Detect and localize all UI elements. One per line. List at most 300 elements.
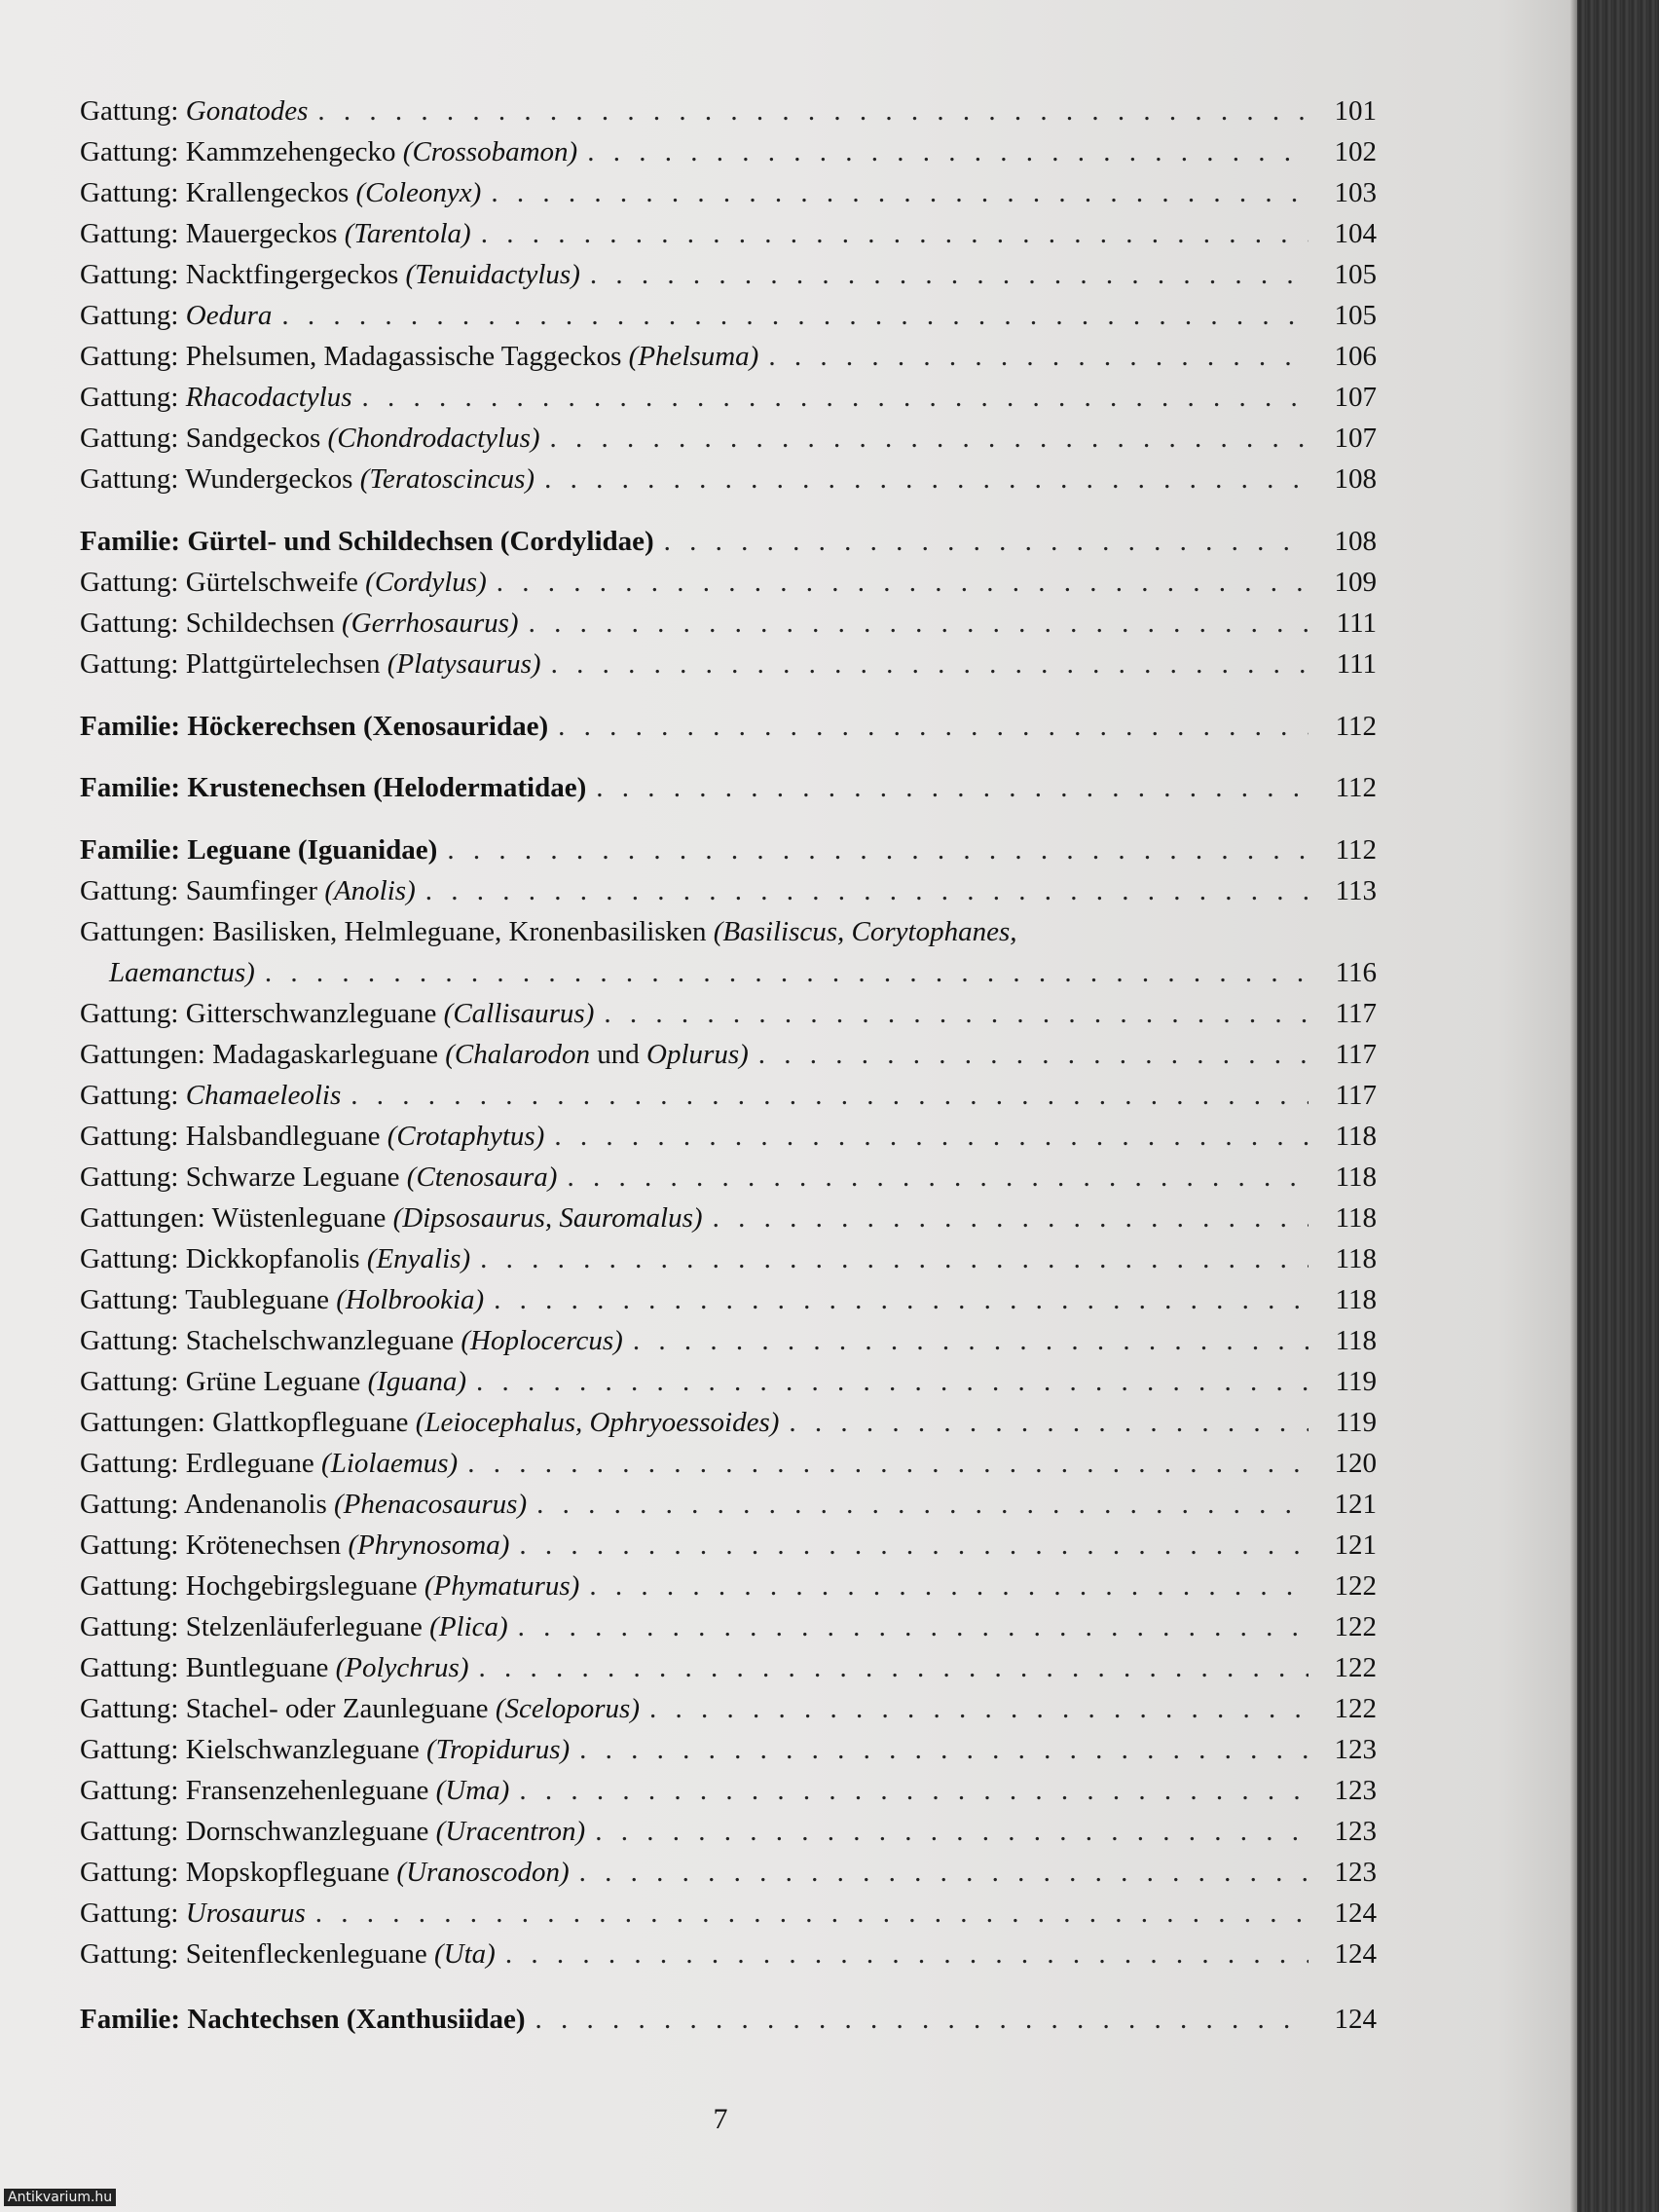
entry-common-name: Seitenfleckenleguane bbox=[185, 1938, 434, 1970]
entry-prefix: Gattung: bbox=[80, 1857, 186, 1888]
entry-latin-name: (Coleonyx) bbox=[355, 177, 482, 208]
dot-leader bbox=[587, 136, 1309, 168]
entry-latin-name: (Plica) bbox=[429, 1611, 508, 1642]
dot-leader bbox=[544, 463, 1309, 496]
entry-common-name: Stachel- oder Zaunleguane bbox=[185, 1693, 496, 1724]
entry-prefix: Familie: Krustenechsen (Helodermatidae) bbox=[80, 772, 587, 803]
entry-prefix: Gattungen: bbox=[80, 1039, 213, 1070]
dot-leader bbox=[518, 1611, 1309, 1643]
entry-page-number: 105 bbox=[1334, 259, 1377, 290]
entry-latin-name: (Gerrhosaurus) bbox=[342, 608, 519, 639]
entry-prefix: Familie: Gürtel- und Schildechsen (Cordylidae) bbox=[80, 526, 654, 557]
entry-common-name: Gitterschwanzleguane bbox=[185, 998, 444, 1029]
entry-common-name: Nacktfingergeckos bbox=[185, 259, 406, 290]
dot-leader bbox=[664, 526, 1309, 558]
entry-label bbox=[80, 834, 437, 866]
toc-entry-genus[interactable] bbox=[80, 1407, 1377, 1448]
toc-entry-genus[interactable] bbox=[80, 463, 1377, 504]
entry-latin-name: (Anolis) bbox=[324, 875, 416, 906]
dot-leader bbox=[425, 875, 1309, 907]
entry-page-number: 117 bbox=[1335, 998, 1377, 1029]
entry-page-number: 111 bbox=[1336, 608, 1377, 639]
entry-label bbox=[80, 1938, 496, 1971]
entry-page-number: 123 bbox=[1334, 1775, 1377, 1806]
entry-page-number: 122 bbox=[1334, 1611, 1377, 1642]
dot-leader bbox=[350, 1080, 1309, 1112]
entry-page-number: 118 bbox=[1335, 1243, 1377, 1274]
dot-leader bbox=[579, 1857, 1309, 1889]
entry-label bbox=[80, 1693, 640, 1725]
entry-label bbox=[109, 957, 255, 989]
book-spine bbox=[1577, 0, 1659, 2212]
toc-entry-family[interactable] bbox=[80, 772, 1377, 813]
dot-leader bbox=[505, 1938, 1309, 1971]
page-number: 7 bbox=[713, 2103, 728, 2135]
entry-page-number: 118 bbox=[1335, 1121, 1377, 1152]
entry-latin-name: (Ctenosaura) bbox=[406, 1161, 558, 1193]
toc-entry-genus[interactable] bbox=[80, 1652, 1377, 1693]
entry-prefix: Gattung: bbox=[80, 1448, 186, 1479]
entry-page-number: 111 bbox=[1336, 648, 1377, 680]
dot-leader bbox=[361, 382, 1309, 414]
dot-leader bbox=[494, 1284, 1309, 1316]
entry-common-name: Dornschwanzleguane bbox=[185, 1816, 436, 1847]
entry-common-name: Schildechsen bbox=[185, 608, 343, 639]
entry-prefix: Familie: Nachtechsen (Xanthusiidae) bbox=[80, 2004, 526, 2035]
entry-label bbox=[80, 1284, 484, 1316]
dot-leader bbox=[447, 834, 1309, 866]
entry-label bbox=[80, 648, 541, 681]
entry-prefix: Gattung: bbox=[80, 608, 186, 639]
entry-page-number: 104 bbox=[1334, 218, 1377, 249]
toc-entry-genus[interactable] bbox=[80, 341, 1377, 382]
entry-page-number: 122 bbox=[1334, 1693, 1377, 1724]
entry-common-name: Phelsumen, Madagassische Taggeckos bbox=[185, 341, 629, 372]
toc-entry-wrapped-first-line bbox=[80, 916, 1017, 948]
entry-latin-name: (Tropidurus) bbox=[425, 1734, 571, 1765]
dot-leader bbox=[789, 1407, 1309, 1439]
entry-label bbox=[80, 1898, 306, 1930]
entry-label bbox=[80, 998, 594, 1030]
entry-common-name: Kielschwanzleguane bbox=[185, 1734, 426, 1765]
toc-entry-genus[interactable] bbox=[80, 1693, 1377, 1734]
entry-prefix: Gattungen: bbox=[80, 1202, 212, 1234]
toc-entry-family[interactable] bbox=[80, 834, 1377, 875]
entry-page-number: 121 bbox=[1334, 1489, 1377, 1520]
toc-entry-genus[interactable] bbox=[80, 608, 1377, 648]
entry-common-name: Basilisken, Helmleguane, Kronenbasilisken bbox=[212, 916, 714, 947]
entry-label bbox=[80, 1734, 570, 1766]
entry-page-number: 103 bbox=[1334, 177, 1377, 208]
entry-page-number: 120 bbox=[1334, 1448, 1377, 1479]
entry-page-number: 116 bbox=[1335, 957, 1377, 988]
entry-label bbox=[80, 1530, 509, 1562]
entry-prefix: Gattung: bbox=[80, 1325, 186, 1356]
entry-label bbox=[80, 1202, 703, 1235]
entry-latin-name: (Crotaphytus) bbox=[387, 1121, 545, 1152]
entry-common-name: Wüstenleguane bbox=[211, 1202, 393, 1234]
entry-prefix: Gattung: bbox=[80, 1161, 186, 1193]
entry-label bbox=[80, 1775, 509, 1807]
entry-latin-name: (Phymaturus) bbox=[424, 1570, 580, 1602]
entry-latin-name: Oedura bbox=[185, 300, 273, 331]
entry-prefix: Gattung: bbox=[80, 1611, 186, 1642]
entry-common-name: Wundergeckos bbox=[185, 463, 360, 495]
entry-common-name: Dickkopfanolis bbox=[185, 1243, 367, 1274]
dot-leader bbox=[535, 2004, 1309, 2036]
entry-prefix: Gattung: bbox=[80, 1489, 185, 1520]
entry-common-name: Stachelschwanzleguane bbox=[185, 1325, 461, 1356]
dot-leader bbox=[554, 1121, 1309, 1153]
entry-label bbox=[80, 2004, 526, 2036]
entry-label bbox=[80, 1080, 341, 1112]
entry-prefix: Gattungen: bbox=[80, 916, 213, 947]
entry-prefix: Familie: Leguane (Iguanidae) bbox=[80, 834, 438, 866]
entry-label bbox=[80, 1652, 468, 1684]
entry-latin-name: (Hoplocercus) bbox=[461, 1325, 623, 1356]
entry-page-number: 102 bbox=[1334, 136, 1377, 167]
entry-page-number: 105 bbox=[1334, 300, 1377, 331]
entry-common-name: Hochgebirgsleguane bbox=[185, 1570, 424, 1602]
entry-page-number: 123 bbox=[1334, 1857, 1377, 1888]
toc-entry-genus[interactable] bbox=[80, 1080, 1377, 1121]
entry-page-number: 118 bbox=[1335, 1202, 1377, 1234]
entry-page-number: 122 bbox=[1334, 1570, 1377, 1602]
entry-label bbox=[80, 567, 487, 599]
dot-leader bbox=[633, 1325, 1309, 1357]
entry-common-name: Saumfinger bbox=[185, 875, 325, 906]
entry-page-number: 107 bbox=[1334, 382, 1377, 413]
entry-label bbox=[80, 136, 577, 168]
entry-common-name: Gürtelschweife bbox=[185, 567, 366, 598]
entry-latin-name: (Phenacosaurus) bbox=[333, 1489, 528, 1520]
dot-leader bbox=[604, 998, 1309, 1030]
entry-common-name: Taubleguane bbox=[185, 1284, 337, 1315]
entry-prefix: Gattung: bbox=[80, 463, 186, 495]
dot-leader bbox=[649, 1693, 1309, 1725]
entry-latin-name: (Iguana) bbox=[367, 1366, 467, 1397]
entry-page-number: 118 bbox=[1335, 1161, 1377, 1193]
entry-page-number: 119 bbox=[1335, 1407, 1377, 1438]
toc-entry-genus[interactable] bbox=[80, 1734, 1377, 1775]
entry-latin-name: Chamaeleolis bbox=[185, 1080, 342, 1111]
toc-entry-genus[interactable] bbox=[80, 1775, 1377, 1816]
toc-entry-family[interactable] bbox=[80, 526, 1377, 567]
entry-label bbox=[80, 1161, 557, 1194]
entry-page-number: 109 bbox=[1334, 567, 1377, 598]
entry-latin-name: Rhacodactylus bbox=[185, 382, 352, 413]
entry-prefix: Gattung: bbox=[80, 218, 186, 249]
entry-label bbox=[80, 463, 535, 496]
entry-prefix: Gattung: bbox=[80, 1898, 186, 1929]
entry-common-name: Plattgürtelechsen bbox=[185, 648, 387, 680]
entry-label bbox=[80, 1366, 466, 1398]
toc-entry-genus[interactable] bbox=[80, 1448, 1377, 1489]
dot-leader bbox=[558, 711, 1309, 743]
toc-entry-genus[interactable] bbox=[80, 875, 1377, 916]
entry-label bbox=[80, 526, 654, 558]
entry-latin-name: (Uracentron) bbox=[435, 1816, 586, 1847]
entry-prefix: Familie: Höckerechsen (Xenosauridae) bbox=[80, 711, 549, 742]
toc-entry-genus[interactable] bbox=[80, 1366, 1377, 1407]
toc-entry-genus[interactable] bbox=[80, 1898, 1377, 1938]
entry-label bbox=[80, 95, 308, 128]
entry-label bbox=[80, 608, 519, 640]
entry-label bbox=[80, 382, 351, 414]
entry-latin-name: (Uma) bbox=[435, 1775, 510, 1806]
entry-prefix: Gattung: bbox=[80, 300, 186, 331]
toc-entry-family[interactable] bbox=[80, 2004, 1377, 2045]
entry-latin-name: (Polychrus) bbox=[335, 1652, 469, 1683]
entry-label bbox=[80, 1611, 508, 1643]
dot-leader bbox=[481, 218, 1309, 250]
entry-page-number: 112 bbox=[1335, 711, 1377, 742]
dot-leader bbox=[315, 1898, 1309, 1930]
entry-common-name: Andenanolis bbox=[184, 1489, 334, 1520]
dot-leader bbox=[497, 567, 1309, 599]
entry-label bbox=[80, 772, 586, 804]
dot-leader bbox=[476, 1366, 1309, 1398]
dot-leader bbox=[550, 423, 1309, 455]
entry-common-name: Stelzenläuferleguane bbox=[185, 1611, 430, 1642]
dot-leader bbox=[595, 1816, 1309, 1848]
entry-label bbox=[80, 1570, 579, 1603]
entry-prefix: Gattung: bbox=[80, 1734, 186, 1765]
toc-entry-genus[interactable] bbox=[80, 1489, 1377, 1530]
dot-leader bbox=[596, 772, 1309, 804]
entry-common-name: Fransenzehenleguane bbox=[185, 1775, 436, 1806]
entry-page-number: 108 bbox=[1334, 526, 1377, 557]
watermark-logo: Antikvarium.hu bbox=[4, 2189, 116, 2206]
entry-label bbox=[80, 1448, 458, 1480]
entry-common-name: Mopskopfleguane bbox=[185, 1857, 397, 1888]
toc-entry-genus[interactable] bbox=[80, 177, 1377, 218]
toc-entry-genus[interactable] bbox=[80, 998, 1377, 1039]
dot-leader bbox=[491, 177, 1309, 209]
toc-entry-genus[interactable] bbox=[80, 1530, 1377, 1570]
toc-entry-genus[interactable] bbox=[80, 567, 1377, 608]
dot-leader bbox=[467, 1448, 1309, 1480]
entry-latin-name: (Uranoscodon) bbox=[396, 1857, 570, 1888]
entry-page-number: 107 bbox=[1334, 423, 1377, 454]
toc-entry-genus[interactable] bbox=[80, 1243, 1377, 1284]
entry-common-name: Glattkopfleguane bbox=[212, 1407, 416, 1438]
entry-latin-name: Gonatodes bbox=[185, 95, 309, 127]
entry-label bbox=[80, 1816, 585, 1848]
toc-entry-genus[interactable] bbox=[80, 1938, 1377, 1979]
dot-leader bbox=[551, 648, 1309, 681]
toc-entry-genus[interactable] bbox=[80, 95, 1377, 136]
entry-page-number: 122 bbox=[1334, 1652, 1377, 1683]
dot-leader bbox=[529, 608, 1309, 640]
entry-latin-name: (Sceloporus) bbox=[495, 1693, 640, 1724]
dot-leader bbox=[579, 1734, 1309, 1766]
entry-page-number: 124 bbox=[1334, 1938, 1377, 1970]
entry-latin-name-2: Oplurus) bbox=[646, 1039, 749, 1070]
entry-label bbox=[80, 1039, 749, 1071]
entry-common-name: Krallengeckos bbox=[185, 177, 356, 208]
dot-leader bbox=[567, 1161, 1309, 1194]
dot-leader bbox=[317, 95, 1309, 128]
entry-latin-name: (Tarentola) bbox=[344, 218, 471, 249]
toc-entry-genus[interactable] bbox=[80, 1202, 1377, 1243]
entry-latin-name: (Chondrodactylus) bbox=[327, 423, 540, 454]
dot-leader bbox=[478, 1652, 1309, 1684]
entry-connector: und bbox=[590, 1039, 647, 1070]
toc-entry-family[interactable] bbox=[80, 711, 1377, 752]
entry-prefix: Gattung: bbox=[80, 1938, 186, 1970]
toc-entry-genus[interactable] bbox=[80, 259, 1377, 300]
dot-leader bbox=[758, 1039, 1309, 1071]
toc-entry-genus[interactable] bbox=[80, 1570, 1377, 1611]
entry-latin-name: (Phelsuma) bbox=[628, 341, 759, 372]
entry-common-name: Halsbandleguane bbox=[185, 1121, 387, 1152]
toc-entry-genus[interactable] bbox=[80, 136, 1377, 177]
entry-prefix: Gattung: bbox=[80, 382, 186, 413]
dot-leader bbox=[480, 1243, 1309, 1275]
entry-prefix: Gattung: bbox=[80, 1121, 186, 1152]
toc-entry-genus[interactable] bbox=[80, 1039, 1377, 1080]
entry-prefix: Gattung: bbox=[80, 95, 186, 127]
entry-label bbox=[80, 711, 548, 743]
dot-leader bbox=[713, 1202, 1309, 1235]
entry-latin-name: (Uta) bbox=[434, 1938, 496, 1970]
entry-common-name: Kammzehengecko bbox=[185, 136, 403, 167]
toc-entry-genus[interactable] bbox=[80, 1857, 1377, 1898]
entry-latin-name: (Holbrookia) bbox=[336, 1284, 485, 1315]
dot-leader bbox=[589, 1570, 1309, 1603]
entry-page-number: 118 bbox=[1335, 1284, 1377, 1315]
entry-prefix: Gattung: bbox=[80, 875, 186, 906]
entry-common-name: Schwarze Leguane bbox=[185, 1161, 407, 1193]
entry-common-name: Erdleguane bbox=[185, 1448, 322, 1479]
toc-entry-genus[interactable] bbox=[80, 382, 1377, 423]
entry-page-number: 106 bbox=[1334, 341, 1377, 372]
entry-label bbox=[80, 1121, 544, 1153]
entry-page-number: 108 bbox=[1334, 463, 1377, 495]
entry-latin-name: (Chalarodon bbox=[445, 1039, 591, 1070]
entry-page-number: 124 bbox=[1334, 2004, 1377, 2035]
toc-entry-genus[interactable] bbox=[80, 1161, 1377, 1202]
entry-label bbox=[80, 875, 416, 907]
entry-label bbox=[80, 1857, 570, 1889]
entry-prefix: Gattung: bbox=[80, 567, 186, 598]
entry-page-number: 119 bbox=[1335, 1366, 1377, 1397]
entry-page-number: 117 bbox=[1335, 1039, 1377, 1070]
entry-latin-name: (Platysaurus) bbox=[387, 648, 541, 680]
entry-page-number: 123 bbox=[1334, 1734, 1377, 1765]
entry-page-number: 121 bbox=[1334, 1530, 1377, 1561]
entry-prefix: Gattung: bbox=[80, 259, 186, 290]
entry-prefix: Gattung: bbox=[80, 1775, 186, 1806]
entry-page-number: 117 bbox=[1335, 1080, 1377, 1111]
dot-leader bbox=[519, 1530, 1309, 1562]
entry-label bbox=[80, 259, 580, 291]
entry-page-number: 118 bbox=[1335, 1325, 1377, 1356]
toc-entry-genus[interactable] bbox=[80, 218, 1377, 259]
entry-label bbox=[80, 1489, 527, 1521]
entry-latin-name: Urosaurus bbox=[185, 1898, 306, 1929]
entry-label bbox=[80, 1325, 623, 1357]
entry-latin-name: (Phrynosoma) bbox=[348, 1530, 510, 1561]
entry-prefix: Gattung: bbox=[80, 1530, 186, 1561]
entry-prefix: Gattung: bbox=[80, 1080, 186, 1111]
entry-label bbox=[80, 423, 540, 455]
toc-entry-genus[interactable] bbox=[80, 423, 1377, 463]
entry-latin-name: (Liolaemus) bbox=[321, 1448, 459, 1479]
entry-latin-name: (Leiocephalus, Ophryoessoides) bbox=[415, 1407, 780, 1438]
entry-label bbox=[80, 218, 471, 250]
entry-prefix: Gattung: bbox=[80, 177, 186, 208]
entry-page-number: 101 bbox=[1334, 95, 1377, 127]
entry-latin-name: (Dipsosaurus, Sauromalus) bbox=[392, 1202, 703, 1234]
entry-prefix: Gattung: bbox=[80, 1570, 186, 1602]
entry-prefix: Gattung: bbox=[80, 1366, 186, 1397]
entry-latin-name: (Enyalis) bbox=[366, 1243, 471, 1274]
entry-prefix: Gattung: bbox=[80, 423, 186, 454]
toc-entry-genus[interactable] bbox=[80, 648, 1377, 689]
entry-page-number: 113 bbox=[1335, 875, 1377, 906]
entry-prefix: Gattung: bbox=[80, 648, 186, 680]
entry-latin-name: (Callisaurus) bbox=[443, 998, 595, 1029]
entry-prefix: Gattung: bbox=[80, 998, 186, 1029]
dot-leader bbox=[590, 259, 1309, 291]
entry-label bbox=[80, 177, 481, 209]
entry-label bbox=[80, 300, 272, 332]
entry-common-name: Sandgeckos bbox=[185, 423, 328, 454]
entry-label bbox=[80, 1243, 470, 1275]
dot-leader bbox=[265, 957, 1309, 989]
entry-prefix: Gattung: bbox=[80, 1652, 186, 1683]
entry-prefix: Gattung: bbox=[80, 341, 186, 372]
entry-label bbox=[80, 1407, 779, 1439]
entry-prefix: Gattungen: bbox=[80, 1407, 213, 1438]
entry-common-name: Grüne Leguane bbox=[185, 1366, 368, 1397]
entry-page-number: 112 bbox=[1335, 772, 1377, 803]
entry-label bbox=[80, 341, 758, 373]
toc-entry-genus[interactable] bbox=[80, 1611, 1377, 1652]
entry-common-name: Madagaskarleguane bbox=[212, 1039, 446, 1070]
dot-leader bbox=[536, 1489, 1309, 1521]
entry-latin-name: (Tenuidactylus) bbox=[405, 259, 580, 290]
entry-page-number: 123 bbox=[1334, 1816, 1377, 1847]
entry-common-name: Mauergeckos bbox=[185, 218, 345, 249]
entry-page-number: 124 bbox=[1334, 1898, 1377, 1929]
entry-prefix: Gattung: bbox=[80, 1243, 186, 1274]
entry-page-number: 112 bbox=[1335, 834, 1377, 866]
dot-leader bbox=[281, 300, 1309, 332]
entry-common-name: Buntleguane bbox=[185, 1652, 336, 1683]
entry-common-name: Krötenechsen bbox=[185, 1530, 349, 1561]
toc-entry-genus[interactable] bbox=[80, 1325, 1377, 1366]
entry-latin-name: Laemanctus) bbox=[109, 957, 255, 988]
toc-entry-genus[interactable] bbox=[80, 1121, 1377, 1161]
toc-entry-genus[interactable] bbox=[80, 1284, 1377, 1325]
dot-leader bbox=[519, 1775, 1309, 1807]
toc-entry-genus[interactable] bbox=[80, 300, 1377, 341]
entry-latin-name: (Basiliscus, Corytophanes, bbox=[713, 916, 1017, 947]
entry-prefix: Gattung: bbox=[80, 136, 186, 167]
entry-prefix: Gattung: bbox=[80, 1816, 186, 1847]
dot-leader bbox=[768, 341, 1309, 373]
entry-prefix: Gattung: bbox=[80, 1693, 186, 1724]
entry-latin-name: (Teratoscincus) bbox=[359, 463, 535, 495]
toc-entry-genus[interactable] bbox=[80, 1816, 1377, 1857]
entry-latin-name: (Cordylus) bbox=[365, 567, 487, 598]
entry-latin-name: (Crossobamon) bbox=[402, 136, 578, 167]
entry-prefix: Gattung: bbox=[80, 1284, 186, 1315]
toc-entry-genus[interactable] bbox=[109, 957, 1377, 998]
